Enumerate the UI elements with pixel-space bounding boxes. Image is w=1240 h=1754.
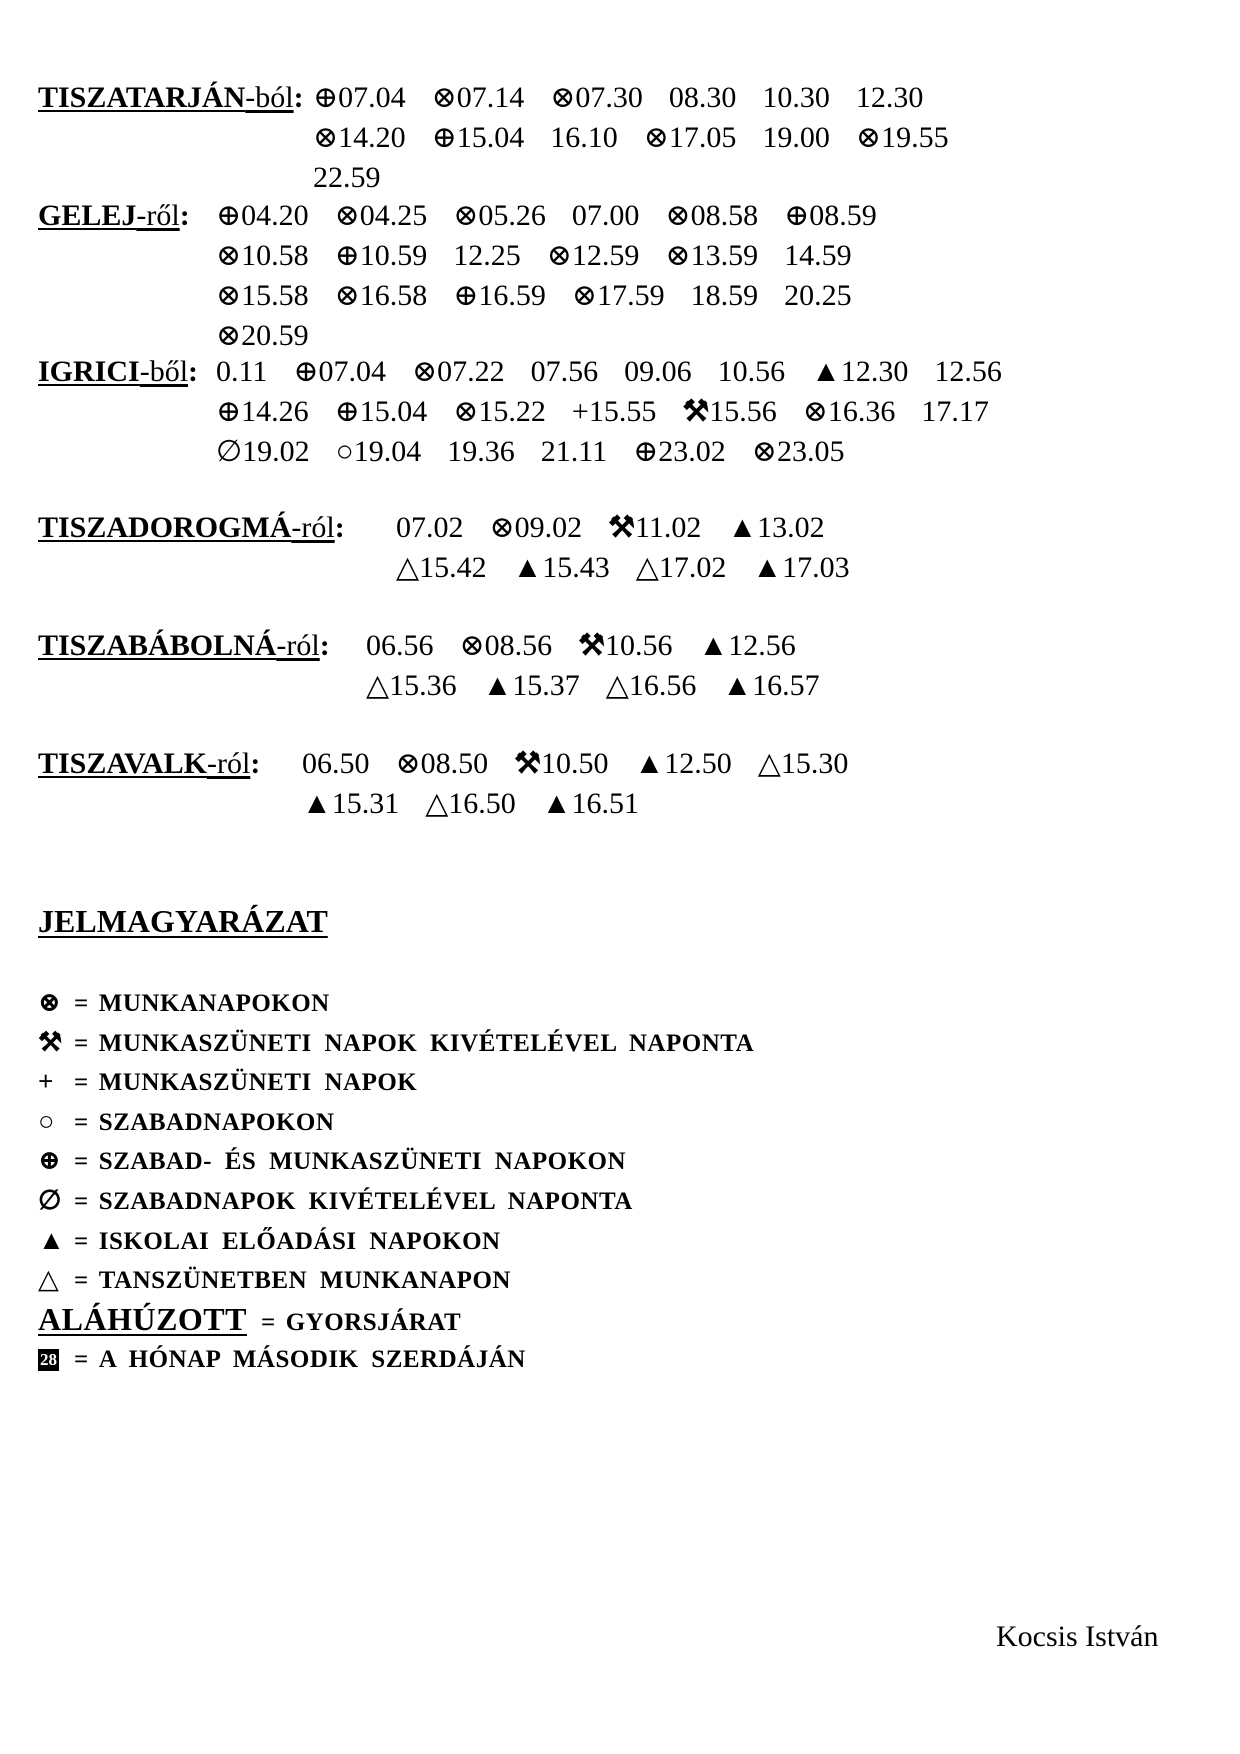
day-type-symbol: ⚒ (682, 395, 710, 428)
legend-text: SZABADNAPOKON (98, 1108, 335, 1136)
time-value: 04.20 (241, 199, 309, 232)
day-type-symbol: ⊗ (395, 747, 421, 780)
time-value: 14.59 (784, 239, 852, 272)
station-label: TISZAVALK-ról: (38, 747, 261, 780)
departure-time (665, 236, 758, 276)
legend-item: ▲ = ISKOLAI ELŐADÁSI NAPOKON (38, 1221, 754, 1261)
time-value: 14.20 (338, 121, 406, 154)
departure-time (572, 276, 665, 316)
departure-time (216, 392, 309, 432)
author: Kocsis István (996, 1620, 1159, 1653)
departure-time (216, 276, 309, 316)
day-type-symbol: ⊕ (784, 199, 810, 232)
departure-time (578, 626, 672, 666)
departure-time (366, 666, 457, 706)
day-type-symbol: ⊕ (313, 81, 339, 114)
day-type-symbol: ⚒ (514, 747, 542, 780)
departure-time (216, 352, 267, 392)
departure-time (722, 666, 819, 706)
legend-symbol: ▲ (38, 1224, 66, 1255)
time-value: 07.02 (396, 511, 464, 544)
departure-time (803, 392, 896, 432)
time-value: 07.56 (530, 355, 599, 388)
time-value: 08.56 (484, 629, 553, 662)
departure-time (302, 784, 399, 824)
departure-time (682, 392, 776, 432)
time-value: 15.55 (588, 395, 657, 428)
departure-time (335, 276, 428, 316)
departure-times (216, 352, 1096, 472)
schedule-block (38, 352, 1096, 472)
day-type-symbol: ⊕ (334, 239, 360, 272)
time-value: 13.02 (757, 511, 825, 544)
day-type-symbol: ⊗ (802, 395, 828, 428)
station-suffix: -ról (291, 511, 335, 544)
time-value: 15.42 (419, 551, 487, 584)
time-value: 12.56 (728, 629, 796, 662)
departure-times (366, 626, 906, 706)
day-type-symbol: ⊕ (216, 199, 242, 232)
time-value: 15.56 (709, 395, 777, 428)
time-value: 16.10 (550, 121, 618, 154)
departure-time (784, 236, 852, 276)
station-label: GELEJ-ről: (38, 199, 190, 232)
time-value: 16.50 (448, 787, 516, 820)
departure-time (531, 352, 599, 392)
departure-time (758, 744, 849, 784)
station-label: TISZABÁBOLNÁ-ról: (38, 629, 330, 662)
legend-item: ⚒ = MUNKASZÜNETI NAPOK KIVÉTELÉVEL NAPONTA (38, 1023, 754, 1063)
schedule-block (38, 196, 976, 356)
departure-time (691, 276, 759, 316)
day-type-symbol: ⊗ (571, 279, 598, 312)
departure-time (784, 276, 852, 316)
day-type-symbol: ⊕ (431, 121, 457, 154)
departure-time (313, 78, 406, 118)
departure-time (335, 392, 428, 432)
departure-time (483, 666, 580, 706)
departure-time (541, 432, 607, 472)
day-type-symbol: ⊕ (293, 355, 319, 388)
time-value: 19.04 (353, 435, 422, 468)
departure-time (216, 432, 310, 472)
day-type-symbol: ⊗ (751, 435, 777, 468)
legend-item: 28 = A HÓNAP MÁSODIK SZERDÁJÁN (40, 1346, 526, 1374)
departure-time (460, 626, 553, 666)
departure-time (811, 352, 908, 392)
departure-time (335, 196, 428, 236)
time-value: 22.59 (313, 161, 381, 194)
time-value: 07.30 (575, 81, 643, 114)
departure-times (302, 744, 942, 824)
legend-text: MUNKASZÜNETI NAPOK KIVÉTELÉVEL NAPONTA (98, 1029, 755, 1057)
departure-time (453, 236, 521, 276)
departure-time (550, 78, 643, 118)
day-type-symbol: ⊕ (334, 395, 360, 428)
departure-time (366, 626, 434, 666)
departure-time (633, 432, 726, 472)
departure-time (542, 784, 639, 824)
station-name: TISZATARJÁN (38, 81, 246, 114)
day-type-symbol: ▲ (482, 669, 513, 702)
departure-time (313, 158, 381, 198)
time-value: 15.04 (456, 121, 525, 154)
time-value: 05.26 (478, 199, 546, 232)
time-value: 07.22 (437, 355, 505, 388)
departure-time (313, 118, 406, 158)
departure-time (514, 744, 608, 784)
station-label: TISZATARJÁN-ból: (38, 81, 304, 114)
departure-time (396, 508, 464, 548)
day-type-symbol: ⊗ (453, 199, 479, 232)
day-type-symbol: ⊕ (216, 395, 242, 428)
legend-symbol: ⚒ (38, 1026, 63, 1057)
departure-time (762, 118, 830, 158)
time-value: 07.00 (571, 199, 640, 232)
legend-item: ○ = SZABADNAPOKON (38, 1102, 754, 1142)
departure-time (293, 352, 386, 392)
departure-time (718, 352, 786, 392)
day-type-symbol: ▲ (302, 787, 332, 820)
legend-symbol: ∅ (38, 1184, 63, 1215)
time-value: 20.59 (241, 319, 309, 352)
legend-symbol-underlined: ALÁHÚZOTT (38, 1300, 247, 1337)
legend-symbol: ⊕ (38, 1145, 62, 1176)
day-type-symbol: ⊗ (412, 355, 438, 388)
day-type-symbol: ⊗ (431, 81, 457, 114)
time-value: 16.59 (478, 279, 546, 312)
station-suffix: -ról (276, 629, 320, 662)
time-value: 09.02 (514, 511, 583, 544)
day-type-symbol: △ (605, 669, 629, 702)
time-value: 15.58 (241, 279, 309, 312)
time-value: 20.25 (784, 279, 852, 312)
legend-text: GYORSJÁRAT (285, 1308, 462, 1336)
legend-item: ⊗ = MUNKANAPOKON (38, 983, 754, 1023)
time-value: 19.00 (762, 121, 830, 154)
station-name: IGRICI (38, 355, 140, 388)
departure-time (412, 352, 505, 392)
legend-title: JELMAGYARÁZAT (38, 903, 328, 939)
day-type-symbol: △ (425, 787, 449, 820)
schedule-block (38, 744, 942, 824)
time-value: 10.56 (717, 355, 786, 388)
departure-time (447, 432, 515, 472)
time-value: 18.59 (690, 279, 759, 312)
legend-text: ISKOLAI ELŐADÁSI NAPOKON (98, 1227, 501, 1255)
schedule-block (38, 626, 906, 706)
time-value: 10.58 (241, 239, 309, 272)
time-value: 12.50 (664, 747, 732, 780)
departure-time (762, 78, 830, 118)
time-value: 23.05 (776, 435, 845, 468)
station-name: TISZADOROGMÁ (38, 511, 292, 544)
time-value: 16.51 (571, 787, 639, 820)
day-type-symbol: ▲ (634, 747, 665, 780)
legend-symbol: △ (38, 1264, 60, 1295)
departure-time (335, 236, 428, 276)
departure-time (856, 78, 924, 118)
legend-item: + = MUNKASZÜNETI NAPOK (38, 1062, 754, 1102)
departure-times (313, 78, 1013, 198)
time-value: 12.25 (453, 239, 521, 272)
day-type-symbol: △ (396, 551, 420, 584)
time-value: 16.56 (628, 669, 697, 702)
legend-text: MUNKASZÜNETI NAPOK (98, 1069, 418, 1097)
time-value: 06.56 (366, 629, 434, 662)
departure-time (665, 196, 758, 236)
station-name: TISZABÁBOLNÁ (38, 629, 277, 662)
time-value: 23.02 (658, 435, 726, 468)
time-value: 16.57 (752, 669, 820, 702)
departure-time (216, 236, 309, 276)
time-value: 10.59 (359, 239, 428, 272)
time-value: 19.02 (242, 435, 310, 468)
day-type-symbol: ⊗ (459, 629, 485, 662)
time-value: 19.36 (447, 435, 515, 468)
legend-symbol-boxed: 28 (40, 1350, 57, 1370)
day-type-symbol: ▲ (811, 355, 841, 388)
departure-time (669, 78, 737, 118)
time-value: 12.30 (855, 81, 924, 114)
station-suffix: -ból (245, 81, 294, 114)
day-type-symbol: ○ (335, 435, 354, 468)
time-value: 15.04 (359, 395, 428, 428)
departure-time (699, 626, 796, 666)
time-value: 08.30 (668, 81, 737, 114)
time-value: 19.55 (881, 121, 949, 154)
day-type-symbol: ▲ (698, 629, 729, 662)
time-value: 10.50 (541, 747, 609, 780)
schedule-block (38, 78, 1013, 198)
time-value: 12.56 (934, 355, 1002, 388)
departure-time (490, 508, 583, 548)
time-value: 08.50 (420, 747, 489, 780)
time-value: 21.11 (540, 435, 608, 468)
time-value: 10.30 (762, 81, 830, 114)
time-value: 16.36 (827, 395, 896, 428)
day-type-symbol: ⊗ (216, 319, 242, 352)
legend-symbol: ⊗ (38, 987, 62, 1017)
time-value: 07.04 (338, 81, 406, 114)
departure-time (572, 392, 656, 432)
time-value: 0.11 (216, 355, 268, 388)
station-name: GELEJ (38, 199, 137, 232)
day-type-symbol: ⊗ (643, 121, 669, 154)
time-value: 15.22 (478, 395, 546, 428)
departure-time (336, 432, 422, 472)
schedule-block (38, 508, 936, 588)
departure-time (396, 548, 487, 588)
day-type-symbol: ▲ (512, 551, 543, 584)
day-type-symbol: ⊗ (313, 121, 339, 154)
day-type-symbol: ⊗ (334, 199, 360, 232)
departure-time (432, 118, 525, 158)
legend-text: TANSZÜNETBEN MUNKANAPON (98, 1267, 511, 1295)
day-type-symbol: ⊗ (216, 239, 242, 272)
station-name: TISZAVALK (38, 747, 207, 780)
departure-time (453, 276, 546, 316)
legend-symbol: ○ (38, 1105, 55, 1136)
departure-time (635, 744, 732, 784)
day-type-symbol: ⊕ (453, 279, 479, 312)
legend (38, 983, 754, 1379)
time-value: 15.37 (512, 669, 580, 702)
legend-item: ALÁHÚZOTT = GYORSJÁRAT (38, 1300, 462, 1337)
departure-time (636, 548, 727, 588)
legend-text: A HÓNAP MÁSODIK SZERDÁJÁN (98, 1346, 526, 1374)
departure-time (453, 196, 546, 236)
day-type-symbol: ▲ (722, 669, 753, 702)
time-value: 17.03 (782, 551, 850, 584)
departure-time (856, 118, 949, 158)
time-value: 14.26 (241, 395, 309, 428)
departure-time (784, 196, 877, 236)
time-value: 17.02 (658, 551, 727, 584)
departure-times (216, 196, 976, 356)
day-type-symbol: + (571, 395, 589, 428)
station-label: IGRICI-ből: (38, 355, 199, 388)
day-type-symbol: ∅ (216, 435, 243, 468)
departure-time (396, 744, 489, 784)
departure-time (453, 392, 546, 432)
day-type-symbol: ▲ (541, 787, 572, 820)
departure-times (396, 508, 936, 588)
departure-time (547, 236, 640, 276)
legend-item: ⊕ = SZABAD- ÉS MUNKASZÜNETI NAPOKON (38, 1141, 754, 1181)
departure-time (644, 118, 737, 158)
legend-text: SZABADNAPOK KIVÉTELÉVEL NAPONTA (98, 1187, 633, 1215)
day-type-symbol: ⊗ (453, 395, 479, 428)
time-value: 07.04 (318, 355, 387, 388)
station-suffix: -ről (136, 199, 180, 232)
time-value: 13.59 (690, 239, 759, 272)
time-value: 16.58 (359, 279, 428, 312)
time-value: 11.02 (635, 511, 702, 544)
departure-time (752, 432, 845, 472)
day-type-symbol: ⚒ (608, 511, 636, 544)
time-value: 08.59 (809, 199, 877, 232)
station-suffix: -ról (206, 747, 251, 780)
departure-time (216, 196, 309, 236)
time-value: 07.14 (456, 81, 525, 114)
time-value: 12.30 (840, 355, 909, 388)
day-type-symbol: △ (635, 551, 659, 584)
departure-time (432, 78, 525, 118)
legend-item: △ = TANSZÜNETBEN MUNKANAPON (38, 1260, 754, 1300)
day-type-symbol: ⊗ (665, 239, 691, 272)
time-value: 15.43 (542, 551, 610, 584)
departure-time (513, 548, 610, 588)
time-value: 15.31 (331, 787, 400, 820)
day-type-symbol: ⊗ (550, 81, 576, 114)
day-type-symbol: ⊗ (334, 279, 360, 312)
time-value: 17.59 (597, 279, 665, 312)
legend-text: MUNKANAPOKON (98, 990, 330, 1017)
time-value: 15.36 (389, 669, 457, 702)
departure-time (608, 508, 701, 548)
departure-time (425, 784, 516, 824)
departure-time (727, 508, 824, 548)
time-value: 06.50 (302, 747, 370, 780)
day-type-symbol: △ (757, 747, 781, 780)
departure-time (302, 744, 370, 784)
time-value: 17.17 (921, 395, 989, 428)
departure-time (606, 666, 697, 706)
departure-time (550, 118, 618, 158)
day-type-symbol: ⊗ (665, 199, 691, 232)
departure-time (216, 316, 309, 356)
time-value: 17.05 (668, 121, 737, 154)
day-type-symbol: ⊗ (855, 121, 882, 154)
time-value: 15.30 (780, 747, 849, 780)
day-type-symbol: ⊗ (489, 511, 515, 544)
day-type-symbol: ▲ (752, 551, 783, 584)
station-suffix: -ből (139, 355, 189, 388)
time-value: 12.59 (571, 239, 640, 272)
day-type-symbol: ⊗ (546, 239, 572, 272)
day-type-symbol: ⊗ (216, 279, 242, 312)
legend-item: ∅ = SZABADNAPOK KIVÉTELÉVEL NAPONTA (38, 1181, 754, 1221)
legend-symbol: + (38, 1066, 54, 1097)
departure-time (921, 392, 989, 432)
departure-time (752, 548, 849, 588)
station-label: TISZADOROGMÁ-ról: (38, 511, 345, 544)
departure-time (934, 352, 1002, 392)
departure-time (624, 352, 692, 392)
day-type-symbol: ▲ (727, 511, 758, 544)
legend-text: SZABAD- ÉS MUNKASZÜNETI NAPOKON (98, 1148, 627, 1176)
time-value: 10.56 (605, 629, 673, 662)
time-value: 09.06 (624, 355, 692, 388)
day-type-symbol: ⚒ (578, 629, 606, 662)
time-value: 08.58 (690, 199, 759, 232)
day-type-symbol: ⊕ (633, 435, 659, 468)
day-type-symbol: △ (366, 669, 390, 702)
time-value: 04.25 (359, 199, 428, 232)
departure-time (572, 196, 640, 236)
